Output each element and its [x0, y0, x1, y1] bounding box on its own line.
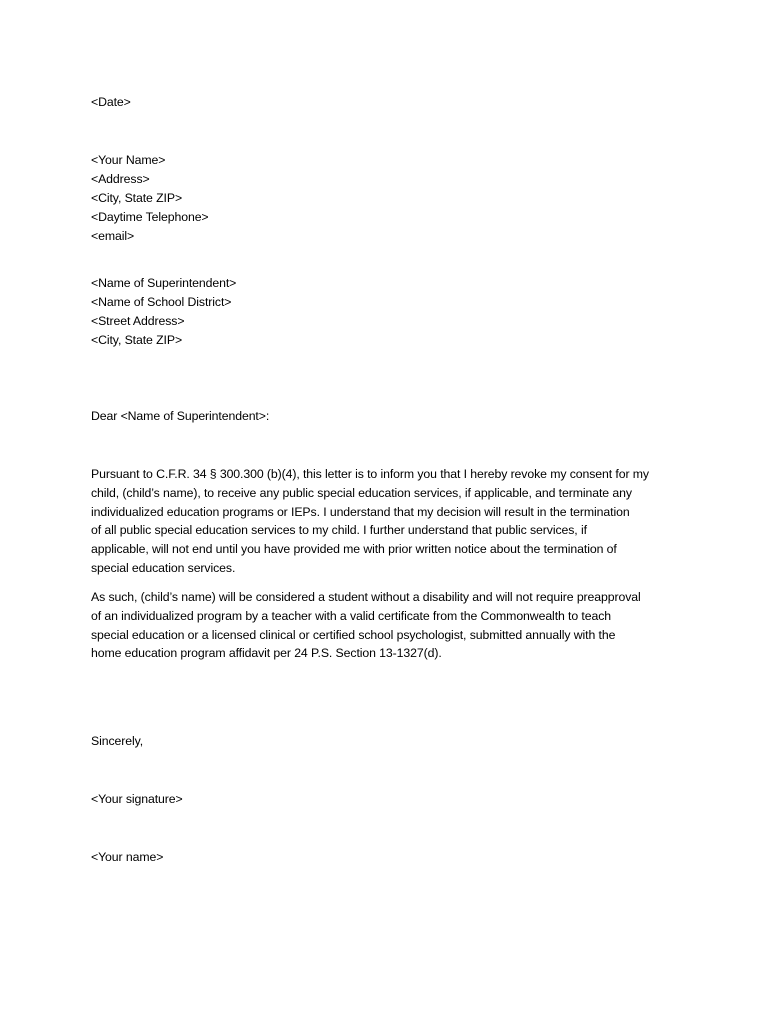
sender-city-state-zip: <City, State ZIP>	[91, 191, 183, 205]
body-paragraph-2	[91, 588, 687, 663]
paragraph-line: special education or a licensed clinical or certified school psychologist, submitted annually with the	[91, 627, 616, 642]
recipient-district: <Name of School District>	[91, 295, 232, 309]
paragraph-line: special education services.	[91, 560, 236, 575]
salutation: Dear <Name of Superintendent>:	[91, 409, 270, 423]
recipient-city-state-zip: <City, State ZIP>	[91, 333, 183, 347]
paragraph-line: applicable, will not end until you have provided me with prior written notice about the termination of	[91, 542, 617, 557]
recipient-street: <Street Address>	[91, 314, 185, 328]
letter-date: <Date>	[91, 95, 131, 109]
signature-placeholder: <Your signature>	[91, 792, 183, 806]
closing: Sincerely,	[91, 734, 144, 748]
sender-email: <email>	[91, 229, 135, 243]
paragraph-line: of all public special education services to my child. I further understand that public services, if	[91, 523, 587, 538]
recipient-name: <Name of Superintendent>	[91, 276, 237, 290]
sender-address: <Address>	[91, 172, 150, 186]
paragraph-line: individualized education programs or IEPs. I understand that my decision will result in the termination	[91, 504, 630, 519]
paragraph-line: of an individualized program by a teacher with a valid certificate from the Commonwealth to teach	[91, 608, 612, 623]
paragraph-line: home education program affidavit per 24 P.S. Section 13-1327(d).	[91, 646, 442, 661]
signer-name: <Your name>	[91, 850, 164, 864]
sender-name: <Your Name>	[91, 153, 166, 167]
body-paragraph-1	[91, 465, 687, 578]
sender-daytime-telephone: <Daytime Telephone>	[91, 210, 209, 224]
paragraph-line: Pursuant to C.F.R. 34 § 300.300 (b)(4), this letter is to inform you that I hereby revoke my consent for my	[91, 467, 649, 481]
paragraph-line: child, (child’s name), to receive any public special education services, if applicable, and terminate any	[91, 485, 632, 500]
paragraph-line: As such, (child’s name) will be considered a student without a disability and will not require preapproval	[91, 590, 641, 604]
